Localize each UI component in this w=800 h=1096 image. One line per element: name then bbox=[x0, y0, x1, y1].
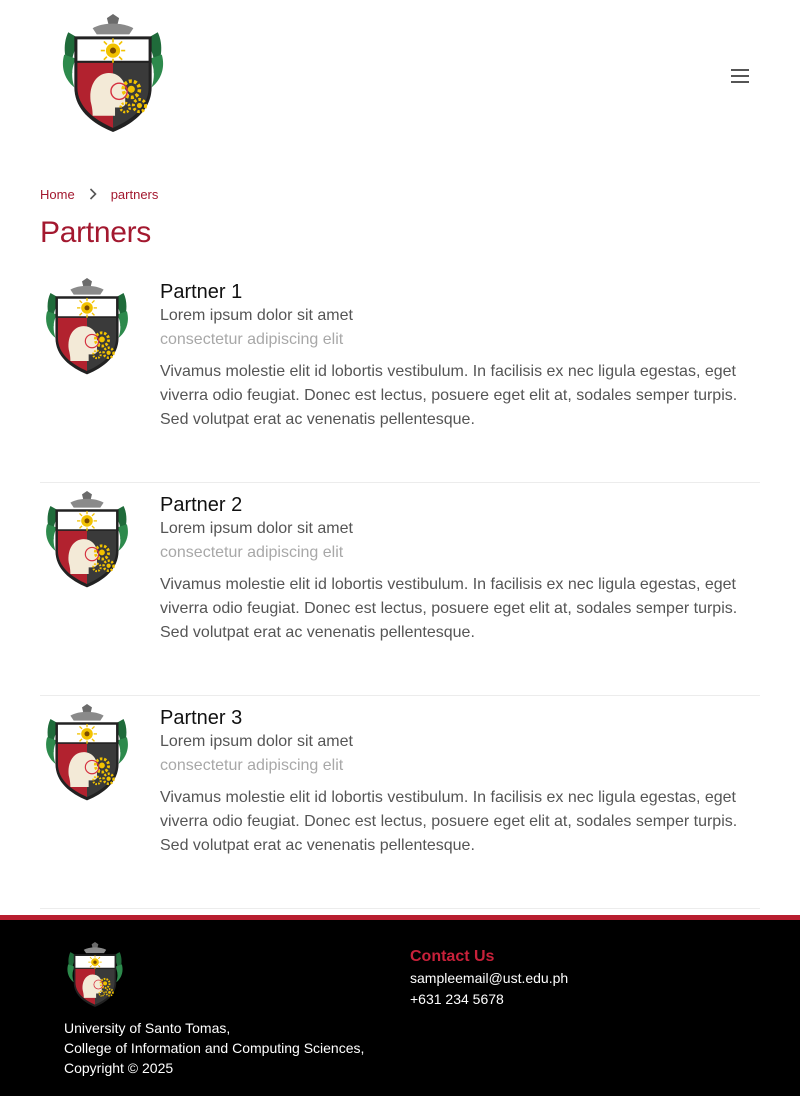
footer-copyright: Copyright © 2025 bbox=[64, 1060, 174, 1076]
footer-org-info bbox=[64, 1018, 364, 1078]
menu-button[interactable] bbox=[726, 62, 754, 90]
site-header bbox=[0, 0, 800, 150]
partner-logo-icon bbox=[40, 278, 134, 376]
partner-body bbox=[160, 280, 760, 432]
contact-phone[interactable]: +631 234 5678 bbox=[410, 991, 504, 1007]
site-footer bbox=[0, 915, 800, 1096]
footer-crest-icon bbox=[64, 942, 126, 1008]
partner-subtitle: Lorem ipsum dolor sit amet bbox=[160, 520, 353, 537]
chevron-right-icon bbox=[89, 188, 97, 200]
page-title: Partners bbox=[40, 216, 151, 249]
footer-contact bbox=[410, 946, 568, 1010]
list-item bbox=[40, 696, 760, 909]
breadcrumb bbox=[40, 184, 158, 204]
partner-body bbox=[160, 706, 760, 858]
breadcrumb-current[interactable]: partners bbox=[110, 186, 159, 202]
partner-description: Vivamus molestie elit id lobortis vestibulum. In facilisis ex nec ligula egestas, eget viverra odio feugiat. Donec est lectus, posuere eget elit at, sodales semper turpis. Sed volutpat erat ac venenatis pellentesque. bbox=[160, 363, 738, 428]
partner-name: Partner 3 bbox=[160, 707, 243, 729]
university-crest-icon[interactable] bbox=[62, 14, 164, 134]
contact-title: Contact Us bbox=[410, 948, 495, 965]
contact-email[interactable]: sampleemail@ust.edu.ph bbox=[410, 970, 569, 986]
footer-org-line2: College of Information and Computing Sciences, bbox=[64, 1040, 365, 1056]
partner-name: Partner 1 bbox=[160, 281, 243, 303]
footer-org-line1: University of Santo Tomas, bbox=[64, 1020, 231, 1036]
partner-name: Partner 2 bbox=[160, 494, 243, 516]
partner-list bbox=[40, 270, 760, 909]
partner-tagline: consectetur adipiscing elit bbox=[160, 757, 344, 774]
breadcrumb-home-link[interactable]: Home bbox=[40, 186, 75, 202]
partner-subtitle: Lorem ipsum dolor sit amet bbox=[160, 307, 353, 324]
partner-tagline: consectetur adipiscing elit bbox=[160, 331, 344, 348]
partner-body bbox=[160, 493, 760, 645]
partner-tagline: consectetur adipiscing elit bbox=[160, 544, 344, 561]
partner-description: Vivamus molestie elit id lobortis vestibulum. In facilisis ex nec ligula egestas, eget viverra odio feugiat. Donec est lectus, posuere eget elit at, sodales semper turpis. Sed volutpat erat ac venenatis pellentesque. bbox=[160, 789, 738, 854]
partner-logo-icon bbox=[40, 491, 134, 589]
partner-subtitle: Lorem ipsum dolor sit amet bbox=[160, 733, 353, 750]
list-item bbox=[40, 270, 760, 483]
list-item bbox=[40, 483, 760, 696]
hamburger-menu-icon bbox=[730, 69, 750, 83]
partner-description: Vivamus molestie elit id lobortis vestibulum. In facilisis ex nec ligula egestas, eget viverra odio feugiat. Donec est lectus, posuere eget elit at, sodales semper turpis. Sed volutpat erat ac venenatis pellentesque. bbox=[160, 576, 738, 641]
partner-logo-icon bbox=[40, 704, 134, 802]
